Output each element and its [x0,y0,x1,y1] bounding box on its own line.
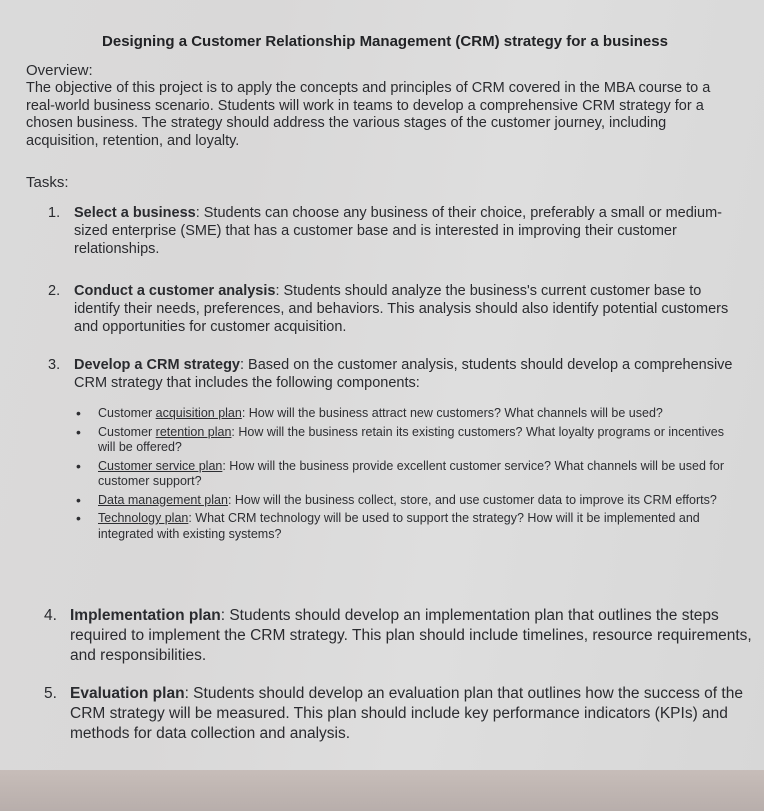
component-prefix: Customer [98,406,156,420]
component-name: Customer service plan [98,458,223,473]
list-item [74,459,739,490]
bullet-icon: • [76,510,81,526]
component-text: : How will the business collect, store, and use customer data to improve its CRM efforts? [227,492,717,507]
crm-components-list [74,406,739,545]
task-item-3 [48,356,738,392]
list-item [74,511,739,542]
task-number: 5. [44,685,57,702]
component-name: acquisition plan [155,406,242,420]
task-text: : Students should analyze the business's current customer base to identify their needs, preferences, and behaviors. This analysis should also identify potential customers and opportunities for customer acquisition. [74,283,729,335]
task-text: : Based on the customer analysis, students should develop a comprehensive CRM strategy that includes the following components: [74,357,733,391]
component-text: : How will the business retain its existing customers? What loyalty programs or incentives will be offered? [98,424,724,454]
list-item [74,493,739,509]
task-title: Implementation plan [70,607,221,624]
wall-below-screen [0,770,764,811]
component-name: retention plan [155,424,232,439]
task-number: 3. [48,357,61,373]
task-number: 1. [48,205,61,221]
document-title: Designing a Customer Relationship Management (CRM) strategy for a business [102,33,668,50]
task-item-1 [48,204,738,258]
task-text: : Students should develop an implementation plan that outlines the steps required to implement the CRM strategy. This plan should include timelines, resource requirements, and responsibilities. [70,607,752,664]
list-item [74,406,739,422]
overview-heading: Overview: [26,62,93,79]
task-title: Conduct a customer analysis [74,283,276,299]
task-number: 4. [44,607,57,624]
overview-paragraph: The objective of this project is to apply the concepts and principles of CRM covered in the MBA course to a real-world business scenario. Students will work in teams to develop a comprehensive CRM strategy for a chosen business. The strategy should address the various stages of the customer journey, including acquisition, retention, and loyalty. [26,80,711,149]
component-text: : What CRM technology will be used to support the strategy? How will it be implemented and integrated with existing systems? [98,511,700,541]
task-title: Evaluation plan [70,685,185,702]
task-number: 2. [48,283,61,299]
task-title: Select a business [74,205,196,221]
task-text: : Students can choose any business of their choice, preferably a small or medium-sized enterprise (SME) that has a customer base and is interested in improving their customer relationships. [74,205,722,257]
component-name: Technology plan [98,511,189,525]
bullet-icon: • [76,405,81,421]
bullet-icon: • [76,491,81,508]
component-text: : How will the business provide excellent customer service? What channels will be used for customer support? [98,458,724,488]
bullet-icon: • [76,457,81,474]
tasks-heading: Tasks: [26,174,69,191]
component-name: Data management plan [98,492,228,507]
task-item-2 [48,282,738,336]
task-title: Develop a CRM strategy [74,357,240,373]
bullet-icon: • [76,423,81,440]
list-item [74,425,739,456]
task-item-5 [44,684,760,744]
task-item-4 [44,606,760,666]
component-text: : How will the business attract new customers? What channels will be used? [241,406,663,420]
task-text: : Students should develop an evaluation plan that outlines how the success of the CRM strategy will be measured. This plan should include key performance indicators (KPIs) and methods for data collection and analysis. [70,685,743,742]
component-prefix: Customer [98,424,156,439]
